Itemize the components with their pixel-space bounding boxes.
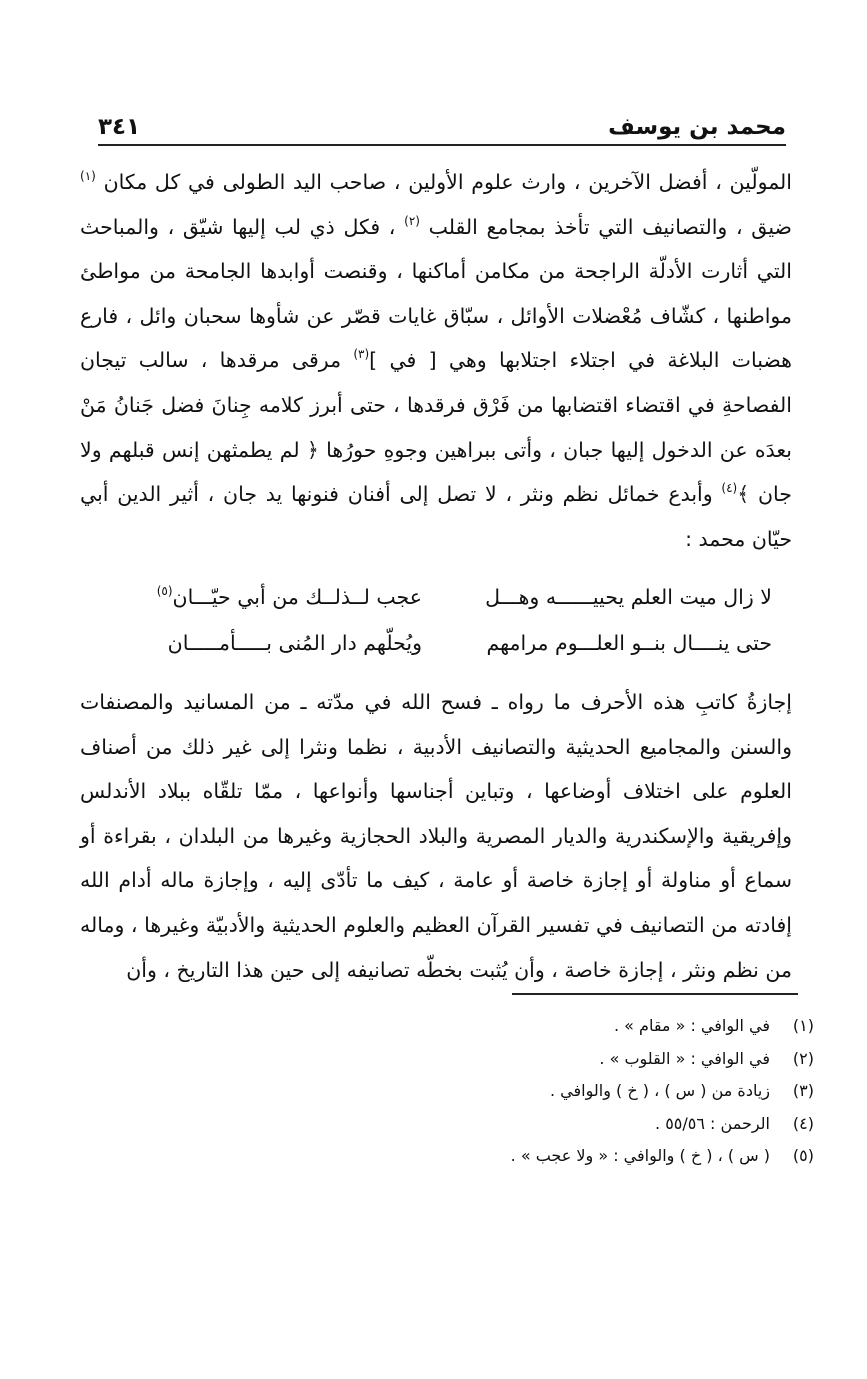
running-head-author: محمد بن يوسف (608, 114, 786, 140)
header-rule (98, 144, 786, 146)
footnote-number: (٢) (792, 1048, 814, 1068)
footnote-number: (٣) (792, 1081, 814, 1100)
footnote-item (300, 1043, 814, 1076)
verse-2-first-hemistich: حتى ينــــال بنــو العلـــوم مرامهم (486, 631, 772, 655)
footnote-number: (٤) (792, 1113, 814, 1133)
verse-1-first-hemistich: لا زال ميت العلم يحييــــــه وهـــل (485, 585, 772, 609)
paragraph-segment: المولّين ، أفضل الآخرين ، وارث علوم الأولين ، صاحب اليد الطولى في كل مكان (103, 170, 792, 194)
footnote-item (300, 1140, 814, 1173)
footnote-item (300, 1075, 814, 1108)
footnote-text: ( س ) ، ( خ ) والوافي : « ولا عجب » . (510, 1146, 770, 1165)
paragraph-segment: وأبدع خمائل نظم ونثر ، لا تصل إلى أفنان فنونها يد جان ، أثير الدين أبي حيّان محمد : (80, 482, 792, 551)
running-head (98, 100, 786, 140)
verse-2-second-hemistich: ويُحلّهم دار المُنى بـــــأمـــــان (167, 631, 422, 655)
verse-1 (112, 574, 772, 620)
footnote-marker-4: (٤) (721, 481, 738, 496)
footnote-marker-5: (٥) (156, 584, 173, 598)
footnote-text: الرحمن : ٥٥/٥٦ . (655, 1113, 770, 1133)
footnote-marker-2: (٢) (404, 213, 420, 228)
footnote-number: (١) (792, 1016, 814, 1035)
footnote-marker-3: (٣) (353, 347, 370, 362)
footnote-marker-1: (١) (80, 169, 96, 183)
footnote-text: في الوافي : « القلوب » . (599, 1048, 770, 1068)
verse-1-second-hemistich (112, 574, 422, 620)
paragraph-segment: مرقى مرقدها ، سالب تيجان الفصاحةِ في اقتضاء اقتضابها من فَرْق فرقدها ، حتى أبرز كلامه جِنانَ فضل جَنانُ مَنْ بعدَه عن الدخول إليها جبان ، وأتى ببراهين وجوهِ حورُها ﴿ لم يطمثهن إنس قبلهم ولا جان ﴾ (80, 348, 792, 507)
verse-2 (112, 620, 772, 666)
paragraph-segment: ، فكل ذي لب إليها شيّق ، والمباحث التي أثارت الأدلّة الراجحة من مكامن أماكنها ، وقنصت أوابدها الجامحة من مواطئ مواطنها ، كشّاف مُعْضلات الأوائل ، سبّاق غايات قصّر عن شأوها سحبان وائل ، فارع هضبات البلاغة في اجتلاء اجتلابها وهي [ في ] (80, 214, 792, 373)
paragraph-ijaza: إجازةُ كاتبِ هذه الأحرف ما رواه ـ فسح الله في مدّته ـ من المسانيد والمصنفات والسنن والمجاميع الحديثية والتصانيف الأدبية ، نظما ونثرا إلى غير ذلك من أصناف العلوم على اختلاف أوضاعها ، وتباين أجناسها وأنواعها ، ممّا تلقّاه ببلاد الأندلس وإفريقية والإسكندرية والديار المصرية والبلاد الحجازية وغيرها من البلدان ، بقراءة أو سماع أو مناولة أو إجازة خاصة أو عامة ، كيف ما تأدّى إليه ، وإجازة ماله أدام الله إفادته من التصانيف في تفسير القرآن العظيم والعلوم الحديثية والأدبيّة وغيرها ، وماله من نظم ونثر ، إجازة خاصة ، وأن يُثبت بخطّه تصانيفه إلى حين هذا التاريخ ، وأن (80, 690, 792, 982)
footnote-rule (512, 993, 798, 995)
poem (112, 574, 772, 666)
body-text (80, 160, 792, 561)
body-text-2 (80, 680, 792, 992)
footnote-item (300, 1010, 814, 1043)
footnote-text: في الوافي : « مقام » . (613, 1016, 770, 1035)
hemistich-text: عجب لــذلــك من أبي حيّـــان (172, 585, 422, 609)
page-number: ٣٤١ (98, 114, 141, 140)
footnote-text: زيادة من ( س ) ، ( خ ) والوافي . (550, 1081, 770, 1100)
paragraph-segment: ضيق ، والتصانيف التي تأخذ بمجامع القلب (428, 214, 792, 239)
footnote-item (300, 1108, 814, 1141)
paragraph-biography (80, 160, 792, 561)
footnotes (300, 1010, 814, 1173)
footnote-number: (٥) (792, 1146, 814, 1165)
